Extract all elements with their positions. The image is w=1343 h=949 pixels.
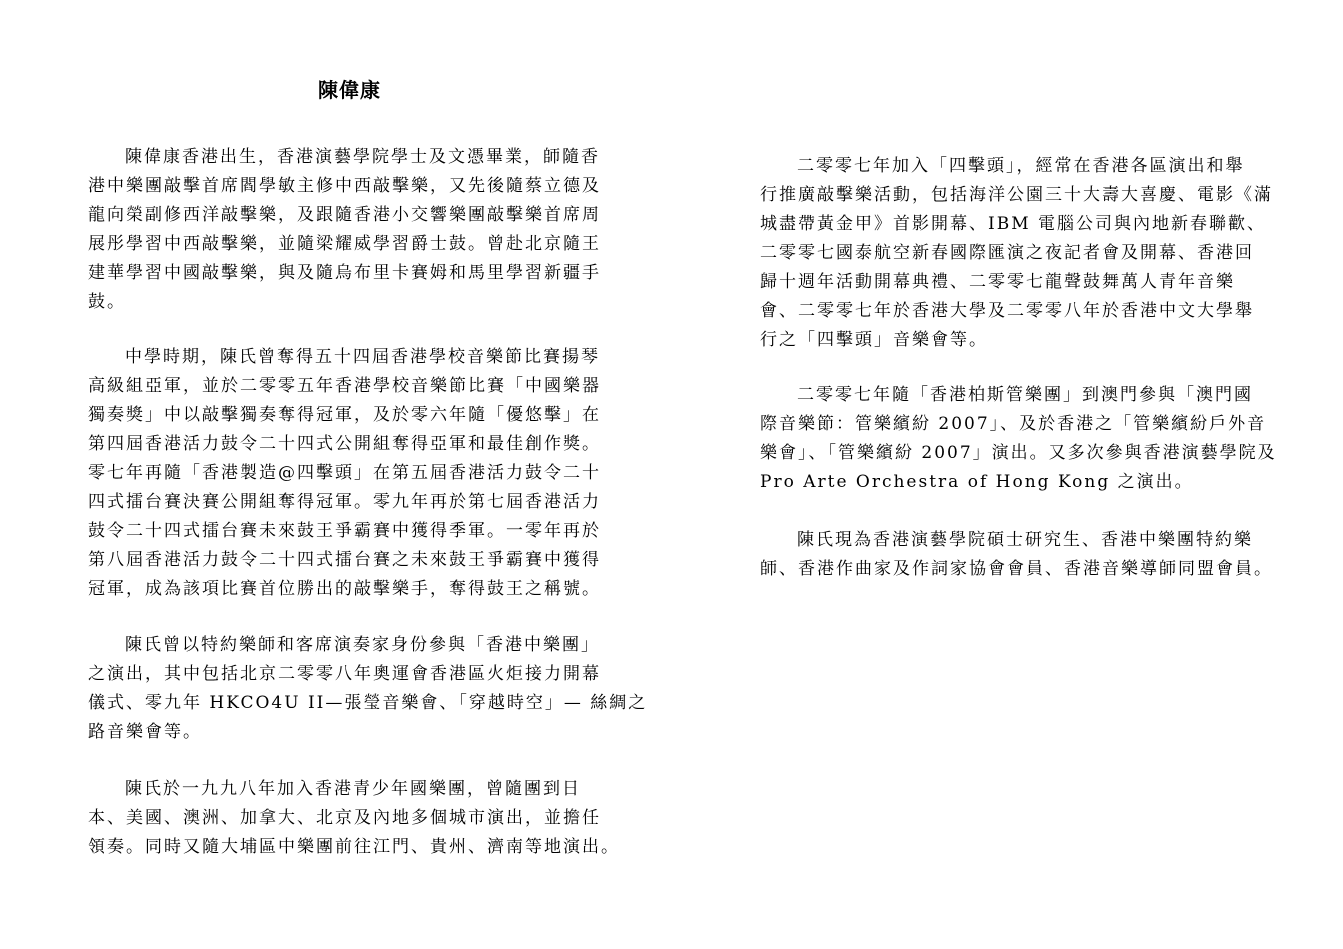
bio-paragraph-7 bbox=[760, 526, 1273, 584]
text-line: 城盡帶黃金甲》首影開幕、IBM 電腦公司與內地新春聯歡、 bbox=[760, 214, 1267, 234]
text-line: 之演出，其中包括北京二零零八年奧運會香港區火炬接力開幕 bbox=[88, 664, 601, 684]
bio-paragraph-1 bbox=[88, 143, 601, 317]
text-line: 第八屆香港活力鼓令二十四式擂台賽之未來鼓王爭霸賽中獲得 bbox=[88, 550, 601, 570]
text-line: 路音樂會等。 bbox=[88, 722, 202, 742]
text-line: 港中樂團敲擊首席閻學敏主修中西敲擊樂，又先後隨蔡立德及 bbox=[88, 176, 601, 196]
text-line: 鼓。 bbox=[88, 292, 126, 312]
text-line: 行推廣敲擊樂活動，包括海洋公園三十大壽大喜慶、電影《滿 bbox=[760, 185, 1273, 205]
text-line: 儀式、零九年 HKCO4U II—張瑩音樂會、「穿越時空」— 絲綢之 bbox=[88, 693, 648, 713]
text-line: 際音樂節：管樂繽紛 2007」、及於香港之「管樂繽紛戶外音 bbox=[760, 414, 1267, 434]
text-line: 二零零七年加入「四擊頭」，經常在香港各區演出和舉 bbox=[797, 156, 1245, 176]
bio-paragraph-3 bbox=[88, 631, 647, 747]
text-line: 龍向榮副修西洋敲擊樂，及跟隨香港小交響樂團敲擊樂首席周 bbox=[88, 205, 601, 225]
text-line: 展彤學習中西敲擊樂，並隨梁耀威學習爵士鼓。曾赴北京隨王 bbox=[88, 234, 601, 254]
text-line: 陳氏曾以特約樂師和客席演奏家身份參與「香港中樂團」 bbox=[125, 635, 600, 655]
text-line: 第四屆香港活力鼓令二十四式公開組奪得亞軍和最佳創作獎。 bbox=[88, 434, 601, 454]
text-line: 冠軍，成為該項比賽首位勝出的敲擊樂手，奪得鼓王之稱號。 bbox=[88, 579, 601, 599]
text-line: 行之「四擊頭」音樂會等。 bbox=[760, 330, 988, 350]
text-line: 零七年再隨「香港製造@四擊頭」在第五屆香港活力鼓令二十 bbox=[88, 463, 601, 483]
text-line: 領奏。同時又隨大埔區中樂團前往江門、貴州、濟南等地演出。 bbox=[88, 837, 620, 857]
left-page bbox=[0, 0, 671, 949]
text-line: 師、香港作曲家及作詞家協會會員、香港音樂導師同盟會員。 bbox=[760, 559, 1273, 579]
text-line: 會、二零零七年於香港大學及二零零八年於香港中文大學舉 bbox=[760, 301, 1254, 321]
text-line: 獨奏獎」中以敲擊獨奏奪得冠軍，及於零六年隨「優悠擊」在 bbox=[88, 405, 601, 425]
bio-paragraph-5 bbox=[760, 152, 1273, 355]
text-line: 建華學習中國敲擊樂，與及隨烏布里卡賽姆和馬里學習新疆手 bbox=[88, 263, 601, 283]
text-line: 本、美國、澳洲、加拿大、北京及內地多個城市演出，並擔任 bbox=[88, 808, 601, 828]
text-line: 四式擂台賽決賽公開組奪得冠軍。零九年再於第七屆香港活力 bbox=[88, 492, 601, 512]
text-line: 二零零七年隨「香港柏斯管樂團」到澳門參與「澳門國 bbox=[797, 385, 1253, 405]
text-line: 陳氏於一九九八年加入香港青少年國樂團，曾隨團到日 bbox=[125, 779, 581, 799]
page-title: 陳偉康 bbox=[318, 78, 381, 102]
text-line: 陳氏現為香港演藝學院碩士研究生、香港中樂團特約樂 bbox=[797, 530, 1253, 550]
bio-paragraph-6 bbox=[760, 381, 1277, 497]
text-line: 高級組亞軍，並於二零零五年香港學校音樂節比賽「中國樂器 bbox=[88, 376, 601, 396]
text-line: 鼓令二十四式擂台賽未來鼓王爭霸賽中獲得季軍。一零年再於 bbox=[88, 521, 601, 541]
text-line: 中學時期，陳氏曾奪得五十四屆香港學校音樂節比賽揚琴 bbox=[125, 347, 600, 367]
text-line: Pro Arte Orchestra of Hong Kong 之演出。 bbox=[760, 472, 1194, 492]
bio-paragraph-4 bbox=[88, 775, 620, 862]
bio-paragraph-2 bbox=[88, 343, 601, 604]
text-line: 陳偉康香港出生，香港演藝學院學士及文憑畢業，師隨香 bbox=[125, 147, 600, 167]
text-line: 樂會」、「管樂繽紛 2007」演出。又多次參與香港演藝學院及 bbox=[760, 443, 1277, 463]
right-page bbox=[671, 0, 1343, 949]
text-line: 歸十週年活動開幕典禮、二零零七龍聲鼓舞萬人青年音樂 bbox=[760, 272, 1235, 292]
text-line: 二零零七國泰航空新春國際匯演之夜記者會及開幕、香港回 bbox=[760, 243, 1254, 263]
